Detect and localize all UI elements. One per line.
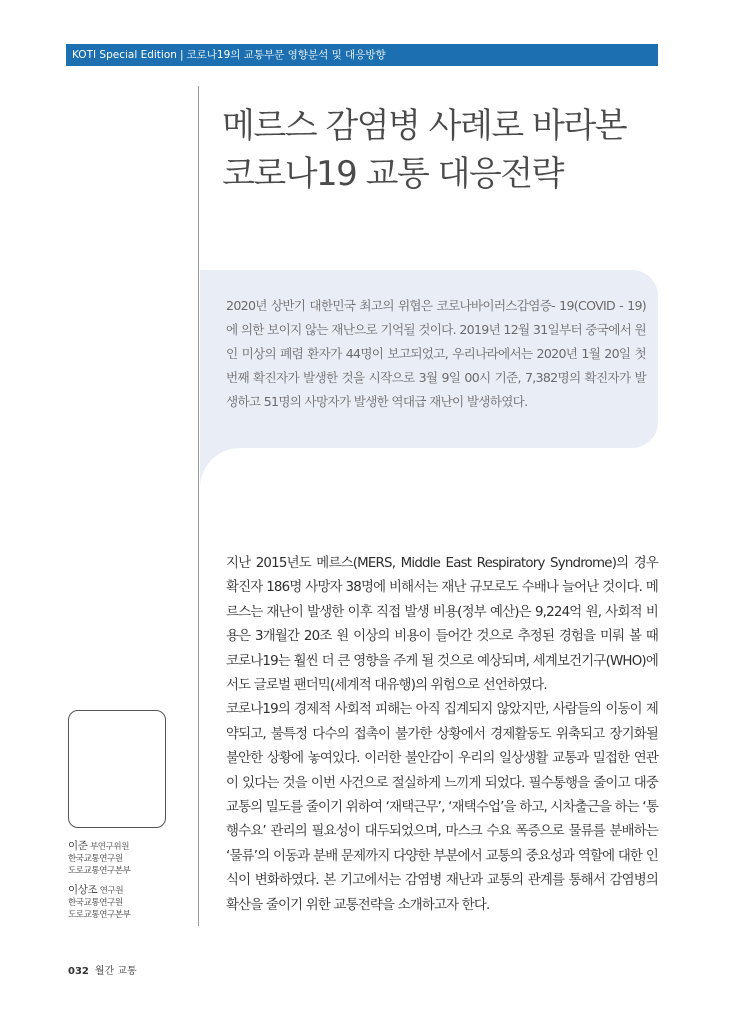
author-2 bbox=[68, 884, 193, 921]
header-bar bbox=[66, 44, 658, 66]
publication-name: 월간 교통 bbox=[94, 966, 137, 977]
author-name: 이준 bbox=[68, 840, 88, 852]
body-paragraph-2: 코로나19의 경제적 사회적 피해는 아직 집계되지 않았지만, 사람들의 이동이 제약되고, 불특정 다수의 접촉이 불가한 상황에서 경제활동도 위축되고 장기화될 불안한 상황에 놓여있다. 이러한 불안감이 우리의 일상생활 교통과 밀접한 연관이 있다는 것을 이번 사건으로 절실하게 느끼게 되었다. 필수통행을 줄이고 대중교통의 밀도를 줄이기 위하여 ‘재택근무’, ‘재택수업’을 하고, 시차출근을 하는 ‘통행수요’ 관리의 필요성이 대두되었으며, 마스크 수요 폭증으로 물류를 분배하는 ‘물류’의 이동과 분배 문제까지 다양한 부분에서 교통의 중요성과 역할에 대한 인식이 변화하였다. 본 기고에서는 감염병 재난과 교통의 관계를 통해서 감염병의 확산을 줄이기 위한 교통전략을 소개하고자 한다. bbox=[226, 702, 658, 913]
author-photo-placeholder bbox=[68, 710, 166, 828]
author-affiliation: 한국교통연구원 bbox=[68, 854, 123, 864]
author-1 bbox=[68, 840, 193, 877]
body-paragraph-1: 지난 2015년도 메르스(MERS, Middle East Respiratory Syndrome)의 경우 확진자 186명 사망자 38명에 비해서는 재난 규모로도 수배나 늘어난 것이다. 메르스는 재난이 발생한 이후 직접 발생 비용(정부 예산)은 9,224억 원, 사회적 비용은 3개월간 20조 원 이상의 비용이 들어간 것으로 추정된 경험을 미뤄 볼 때 코로나19는 훨씬 더 큰 영향을 주게 될 것으로 예상되며, 세계보건기구(WHO)에서도 글로벌 팬더믹(세계적 대유행)의 위험으로 선언하였다. bbox=[226, 556, 658, 694]
author-department: 도로교통연구본부 bbox=[68, 866, 131, 876]
title-line-1: 메르스 감염병 사례로 바라본 bbox=[222, 106, 627, 146]
author-affiliation: 한국교통연구원 bbox=[68, 898, 123, 908]
section-label: 코로나19의 교통부문 영향분석 및 대응방향 bbox=[186, 49, 386, 61]
header-separator: | bbox=[179, 49, 184, 61]
author-department: 도로교통연구본부 bbox=[68, 910, 131, 920]
article-title bbox=[222, 102, 662, 198]
abstract-box-tail bbox=[200, 448, 240, 488]
vertical-divider bbox=[198, 86, 199, 926]
author-name: 이상조 bbox=[68, 884, 98, 896]
title-line-2: 코로나19 교통 대응전략 bbox=[222, 154, 563, 194]
article-body bbox=[226, 552, 658, 918]
author-role: 연구원 bbox=[99, 886, 124, 896]
page-footer bbox=[68, 962, 137, 977]
abstract-text: 2020년 상반기 대한민국 최고의 위협은 코로나바이러스감염증- 19(COVID - 19)에 의한 보이지 않는 재난으로 기억될 것이다. 2019년 12월 31일부터 중국에서 원인 미상의 폐렴 환자가 44명이 보고되었고, 우리나라에서는 2020년 1월 20일 첫 번째 확진자가 발생한 것을 시작으로 3월 9일 00시 기준, 7,382명의 확진자가 발생하고 51명의 사망자가 발생한 역대급 재난이 발생하였다. bbox=[226, 298, 646, 409]
author-role: 부연구위원 bbox=[89, 842, 130, 852]
edition-label: KOTI Special Edition bbox=[72, 49, 177, 61]
page-number: 032 bbox=[68, 966, 89, 977]
